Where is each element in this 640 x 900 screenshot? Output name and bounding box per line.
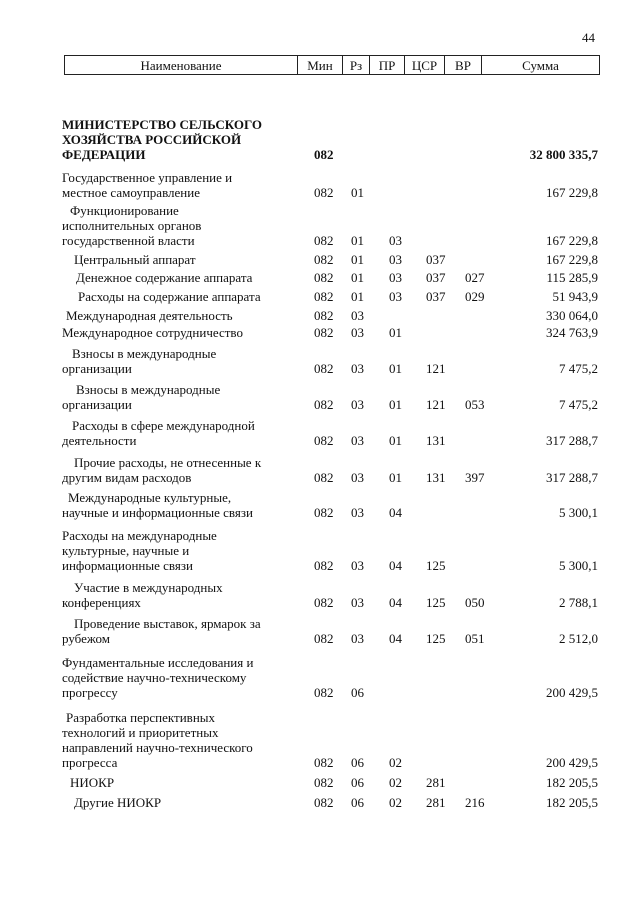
table-row xyxy=(0,170,640,200)
table-row xyxy=(0,775,640,790)
row-rz: 03 xyxy=(351,470,364,485)
row-min: 082 xyxy=(314,361,334,376)
row-sum: 167 229,8 xyxy=(546,185,598,200)
row-csr: 281 xyxy=(426,795,446,810)
row-min: 082 xyxy=(314,252,334,267)
row-min: 082 xyxy=(314,433,334,448)
row-name-line: Международное сотрудничество xyxy=(62,325,243,340)
row-sum: 200 429,5 xyxy=(546,755,598,770)
row-csr: 131 xyxy=(426,470,446,485)
row-name xyxy=(62,346,294,376)
table-row xyxy=(0,455,640,485)
row-min: 082 xyxy=(314,270,334,285)
row-name-line: содействие научно-техническому xyxy=(62,670,247,685)
row-name-line: Денежное содержание аппарата xyxy=(76,270,253,285)
row-name-line: Взносы в международные xyxy=(76,382,221,397)
row-name-line: местное самоуправление xyxy=(62,185,200,200)
row-sum: 115 285,9 xyxy=(546,270,598,285)
row-sum: 317 288,7 xyxy=(546,470,598,485)
table-row xyxy=(0,418,640,448)
table-row xyxy=(0,382,640,412)
row-name-line: научные и информационные связи xyxy=(62,505,253,520)
row-vr: 029 xyxy=(465,289,485,304)
table-row xyxy=(0,490,640,520)
row-sum: 167 229,8 xyxy=(546,252,598,267)
row-csr: 125 xyxy=(426,631,446,646)
row-name-line: технологий и приоритетных xyxy=(62,725,219,740)
header-name: Наименование xyxy=(140,58,222,73)
row-rz: 03 xyxy=(351,631,364,646)
header-csr: ЦСР xyxy=(404,56,444,74)
table-row xyxy=(0,795,640,810)
row-sum: 32 800 335,7 xyxy=(529,147,598,162)
row-name xyxy=(62,580,294,610)
header-min: Мин xyxy=(297,56,342,74)
row-csr: 037 xyxy=(426,270,446,285)
row-name xyxy=(62,655,294,700)
row-csr: 131 xyxy=(426,433,446,448)
table-row xyxy=(0,616,640,646)
row-name xyxy=(62,308,294,323)
row-min: 082 xyxy=(314,289,334,304)
row-sum: 324 763,9 xyxy=(546,325,598,340)
row-sum: 5 300,1 xyxy=(559,558,598,573)
row-name xyxy=(62,455,294,485)
row-min: 082 xyxy=(314,397,334,412)
row-name-line: Фундаментальные исследования и xyxy=(62,655,254,670)
table-row xyxy=(0,252,640,267)
row-name-line: Прочие расходы, не отнесенные к xyxy=(74,455,262,470)
table-row xyxy=(0,580,640,610)
row-rz: 06 xyxy=(351,775,364,790)
page-number: 44 xyxy=(582,30,595,45)
row-name xyxy=(62,325,294,340)
row-rz: 03 xyxy=(351,361,364,376)
row-pr: 01 xyxy=(389,397,402,412)
row-name xyxy=(62,170,294,200)
table-row xyxy=(0,203,640,248)
row-vr: 053 xyxy=(465,397,485,412)
row-pr: 04 xyxy=(389,505,402,520)
row-name-line: Проведение выставок, ярмарок за xyxy=(74,616,261,631)
row-min: 082 xyxy=(314,505,334,520)
row-sum: 2 512,0 xyxy=(559,631,598,646)
table-row xyxy=(0,655,640,700)
table-row xyxy=(0,270,640,285)
row-sum: 182 205,5 xyxy=(546,795,598,810)
row-name-line: Разработка перспективных xyxy=(66,710,216,725)
row-name xyxy=(62,795,294,810)
table-row xyxy=(0,346,640,376)
row-pr: 04 xyxy=(389,631,402,646)
row-min: 082 xyxy=(314,595,334,610)
row-csr: 121 xyxy=(426,361,446,376)
row-rz: 03 xyxy=(351,325,364,340)
row-name-line: направлений научно-технического xyxy=(62,740,253,755)
row-csr: 037 xyxy=(426,252,446,267)
row-name xyxy=(62,203,294,248)
row-name xyxy=(62,289,294,304)
row-rz: 06 xyxy=(351,755,364,770)
table-row xyxy=(0,308,640,323)
row-name-line: Взносы в международные xyxy=(72,346,217,361)
row-name-line: Расходы в сфере международной xyxy=(72,418,255,433)
row-name xyxy=(62,252,294,267)
row-pr: 01 xyxy=(389,470,402,485)
row-min: 082 xyxy=(314,558,334,573)
row-sum: 5 300,1 xyxy=(559,505,598,520)
row-min: 082 xyxy=(314,631,334,646)
row-name-line: Центральный аппарат xyxy=(74,252,196,267)
row-name-line: ХОЗЯЙСТВА РОССИЙСКОЙ xyxy=(62,132,242,147)
row-name-line: прогрессу xyxy=(62,685,118,700)
row-name-line: Расходы на содержание аппарата xyxy=(78,289,261,304)
row-name-line: рубежом xyxy=(62,631,111,646)
row-rz: 03 xyxy=(351,433,364,448)
row-sum: 330 064,0 xyxy=(546,308,598,323)
table-row xyxy=(0,289,640,304)
row-csr: 125 xyxy=(426,595,446,610)
row-name-line: исполнительных органов xyxy=(62,218,202,233)
table-row xyxy=(0,710,640,770)
row-csr: 125 xyxy=(426,558,446,573)
row-sum: 182 205,5 xyxy=(546,775,598,790)
row-name-line: Другие НИОКР xyxy=(74,795,162,810)
row-min: 082 xyxy=(314,470,334,485)
row-rz: 01 xyxy=(351,185,364,200)
row-name-line: информационные связи xyxy=(62,558,193,573)
row-vr: 397 xyxy=(465,470,485,485)
row-name xyxy=(62,490,294,520)
row-sum: 167 229,8 xyxy=(546,233,598,248)
row-name-line: Государственное управление и xyxy=(62,170,233,185)
row-name xyxy=(62,382,294,412)
row-name-line: Участие в международных xyxy=(74,580,223,595)
row-pr: 03 xyxy=(389,252,402,267)
row-name xyxy=(62,616,294,646)
header-vr: ВР xyxy=(444,56,481,74)
row-name-line: Расходы на международные xyxy=(62,528,217,543)
row-pr: 03 xyxy=(389,270,402,285)
row-name-line: Функционирование xyxy=(70,203,179,218)
row-rz: 01 xyxy=(351,233,364,248)
row-min: 082 xyxy=(314,147,334,162)
row-vr: 216 xyxy=(465,795,485,810)
row-rz: 06 xyxy=(351,685,364,700)
row-sum: 317 288,7 xyxy=(546,433,598,448)
row-min: 082 xyxy=(314,233,334,248)
row-csr: 121 xyxy=(426,397,446,412)
row-vr: 050 xyxy=(465,595,485,610)
table-row xyxy=(0,117,640,162)
row-pr: 01 xyxy=(389,325,402,340)
row-rz: 03 xyxy=(351,397,364,412)
row-pr: 02 xyxy=(389,775,402,790)
row-vr: 027 xyxy=(465,270,485,285)
row-pr: 03 xyxy=(389,233,402,248)
row-name xyxy=(62,117,294,162)
row-min: 082 xyxy=(314,775,334,790)
row-name-line: ФЕДЕРАЦИИ xyxy=(62,147,146,162)
row-rz: 03 xyxy=(351,308,364,323)
row-name-line: конференциях xyxy=(62,595,141,610)
row-min: 082 xyxy=(314,325,334,340)
row-rz: 03 xyxy=(351,558,364,573)
row-name-line: государственной власти xyxy=(62,233,195,248)
table-row xyxy=(0,528,640,573)
row-sum: 2 788,1 xyxy=(559,595,598,610)
row-sum: 51 943,9 xyxy=(552,289,598,304)
row-name-line: организации xyxy=(62,361,132,376)
row-name xyxy=(62,418,294,448)
row-vr: 051 xyxy=(465,631,485,646)
row-sum: 7 475,2 xyxy=(559,397,598,412)
row-min: 082 xyxy=(314,795,334,810)
row-csr: 281 xyxy=(426,775,446,790)
row-name-line: прогресса xyxy=(62,755,118,770)
row-name-line: другим видам расходов xyxy=(62,470,192,485)
row-min: 082 xyxy=(314,185,334,200)
row-name-line: Международная деятельность xyxy=(66,308,233,323)
header-rz: Рз xyxy=(342,56,369,74)
row-rz: 03 xyxy=(351,505,364,520)
row-name-line: организации xyxy=(62,397,132,412)
row-name xyxy=(62,775,294,790)
header-sum: Сумма xyxy=(481,56,599,74)
row-pr: 02 xyxy=(389,795,402,810)
row-pr: 04 xyxy=(389,595,402,610)
row-name-line: деятельности xyxy=(62,433,137,448)
row-name xyxy=(62,528,294,573)
row-min: 082 xyxy=(314,685,334,700)
row-rz: 01 xyxy=(351,289,364,304)
row-csr: 037 xyxy=(426,289,446,304)
row-name-line: НИОКР xyxy=(70,775,115,790)
row-rz: 06 xyxy=(351,795,364,810)
row-pr: 04 xyxy=(389,558,402,573)
row-pr: 03 xyxy=(389,289,402,304)
row-name-line: МИНИСТЕРСТВО СЕЛЬСКОГО xyxy=(62,117,263,132)
table-row xyxy=(0,325,640,340)
row-min: 082 xyxy=(314,755,334,770)
header-pr: ПР xyxy=(369,56,404,74)
row-sum: 200 429,5 xyxy=(546,685,598,700)
row-rz: 01 xyxy=(351,252,364,267)
row-name xyxy=(62,270,294,285)
row-pr: 01 xyxy=(389,361,402,376)
row-sum: 7 475,2 xyxy=(559,361,598,376)
row-name-line: культурные, научные и xyxy=(62,543,190,558)
row-rz: 01 xyxy=(351,270,364,285)
row-min: 082 xyxy=(314,308,334,323)
row-rz: 03 xyxy=(351,595,364,610)
row-name-line: Международные культурные, xyxy=(68,490,232,505)
row-name xyxy=(62,710,294,770)
row-pr: 02 xyxy=(389,755,402,770)
row-pr: 01 xyxy=(389,433,402,448)
